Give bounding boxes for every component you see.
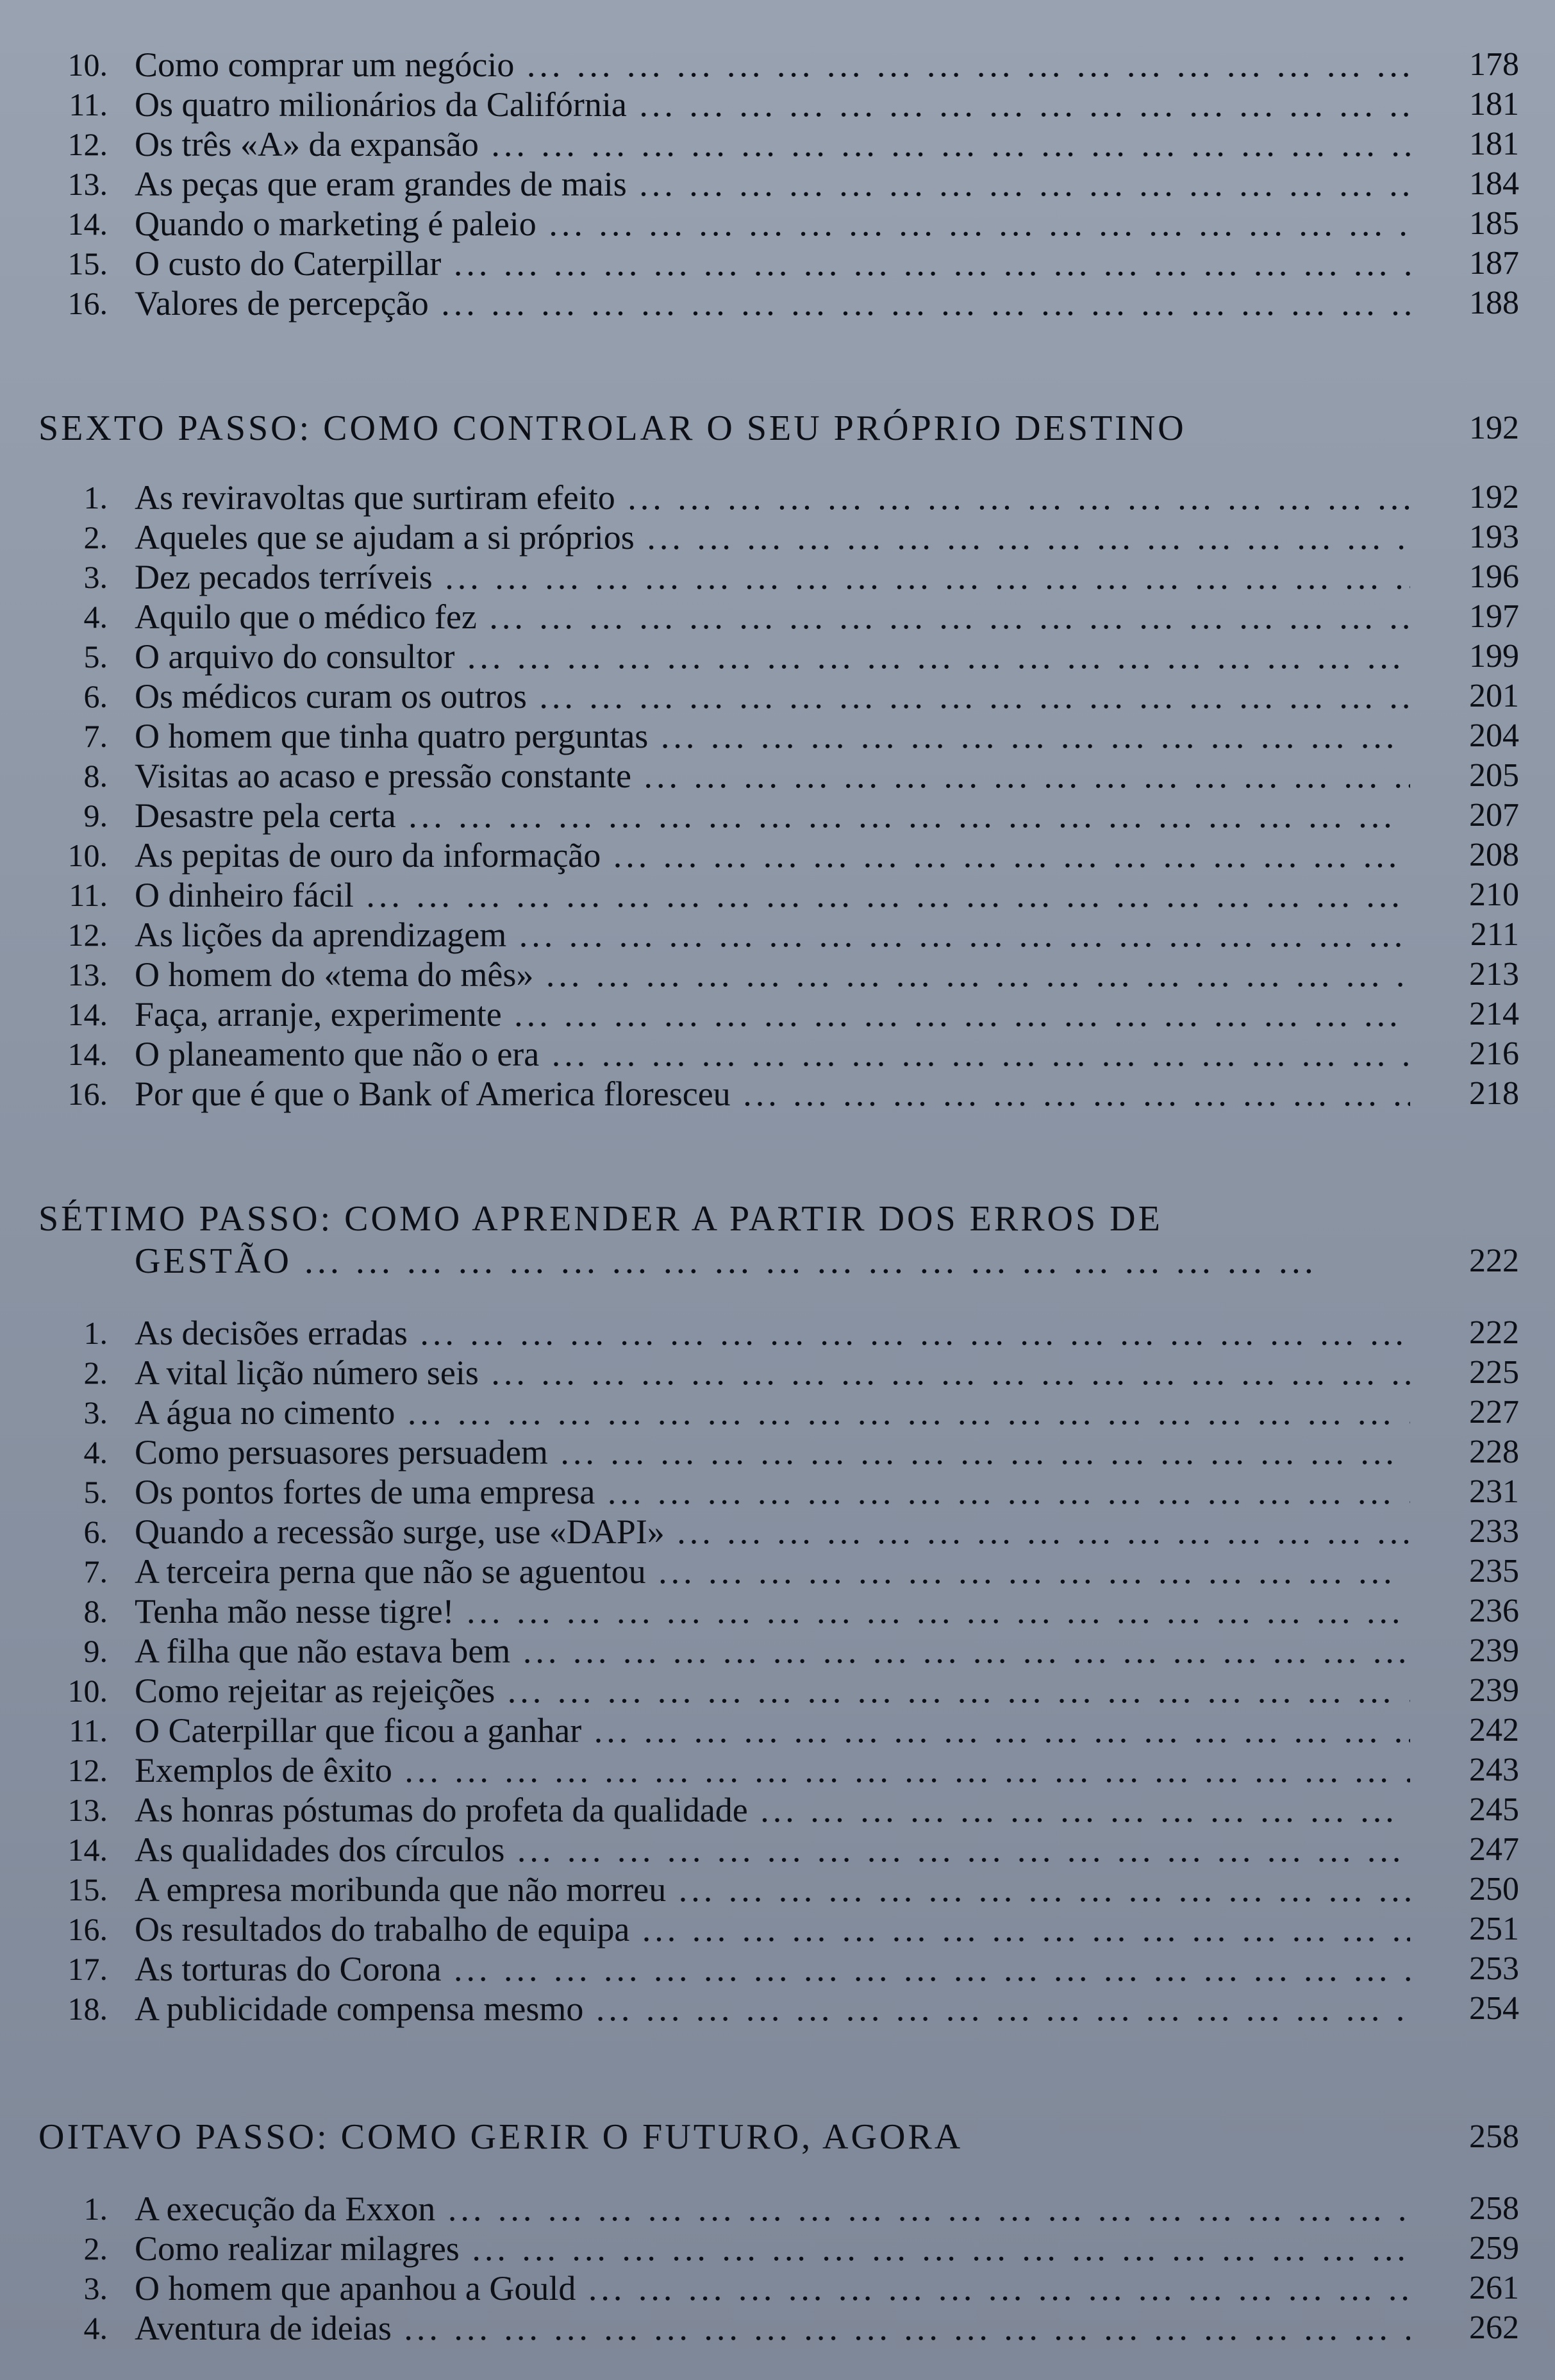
entry-page: 259 (1469, 2230, 1519, 2267)
toc-entry (38, 637, 1519, 676)
entry-title: As honras póstumas do profeta da qualidade ... . (135, 1790, 1410, 1830)
toc-entry (38, 994, 1519, 1034)
entry-number: 7. (83, 1554, 108, 1589)
entry-page: 231 (1469, 1473, 1519, 1510)
entry-number: 9. (83, 1633, 108, 1669)
entry-number: 14. (67, 1036, 108, 1072)
entry-page: 228 (1469, 1434, 1519, 1470)
toc-entry (38, 915, 1519, 955)
entry-title: O planeamento que não o era ... . (135, 1034, 1410, 1074)
entry-page: 201 (1469, 678, 1519, 714)
entry-number: 12. (67, 917, 108, 953)
entry-page: 192 (1469, 479, 1519, 515)
entry-page: 247 (1469, 1831, 1519, 1868)
toc-entry (38, 955, 1519, 994)
entry-title: O custo do Caterpillar ... . (135, 244, 1410, 283)
entry-title: A empresa moribunda que não morreu ... . (135, 1870, 1410, 1909)
entry-number: 6. (83, 1514, 108, 1550)
toc-entry (38, 1512, 1519, 1552)
entry-page: 205 (1469, 757, 1519, 794)
entry-title: A vital lição número seis ... . (135, 1353, 1410, 1393)
toc-entry (38, 517, 1519, 557)
toc-entry (38, 2268, 1519, 2308)
entry-title: Exemplos de êxito ... . (135, 1750, 1410, 1790)
entry-page: 222 (1469, 1314, 1519, 1351)
entry-number: 1. (83, 1315, 108, 1351)
entry-page: 211 (1470, 916, 1519, 953)
entry-page: 254 (1469, 1990, 1519, 2027)
entry-title: Os quatro milionários da Califórnia ... . (135, 85, 1410, 124)
toc-entry (38, 1631, 1519, 1671)
entry-title: Como realizar milagres ... . (135, 2229, 1410, 2268)
entry-page: 208 (1469, 837, 1519, 873)
entry-title: Aqueles que se ajudam a si próprios ... . (135, 517, 1410, 557)
entry-title: Aquilo que o médico fez ... . (135, 597, 1410, 637)
entry-number: 15. (67, 246, 108, 281)
entry-title: Os pontos fortes de uma empresa ... . (135, 1472, 1410, 1512)
entry-page: 261 (1469, 2270, 1519, 2306)
entry-title: Valores de percepção ... . (135, 283, 1410, 323)
entry-page: 196 (1469, 558, 1519, 595)
toc-entry (38, 1313, 1519, 1353)
toc-entry (38, 1750, 1519, 1790)
section-heading (38, 2116, 1519, 2158)
toc-entry (38, 2229, 1519, 2268)
entry-number: 2. (83, 2231, 108, 2267)
entry-title: A terceira perna que não se aguentou ... . (135, 1552, 1410, 1591)
entry-page: 239 (1469, 1632, 1519, 1669)
entry-number: 5. (83, 639, 108, 675)
entry-page: 258 (1469, 2190, 1519, 2227)
entry-number: 3. (83, 1395, 108, 1430)
section-title: SÉTIMO PASSO: COMO APRENDER A PARTIR DOS ERROS DE (38, 1199, 1163, 1239)
toc-entry (38, 1591, 1519, 1631)
toc-entry (38, 85, 1519, 124)
section-page: 222 (1469, 1243, 1519, 1279)
toc-entry (38, 875, 1519, 915)
entry-title: A publicidade compensa mesmo ... . (135, 1989, 1410, 2029)
toc-entry (38, 1909, 1519, 1949)
entry-title: Como persuasores persuadem ... . (135, 1432, 1410, 1472)
entry-title: Visitas ao acaso e pressão constante ... . (135, 756, 1410, 796)
entry-title: Por que é que o Bank of America floresceu ... . (135, 1074, 1410, 1114)
toc-entry (38, 676, 1519, 716)
toc-entry (38, 2189, 1519, 2229)
entry-number: 13. (67, 166, 108, 202)
toc-entry (38, 1552, 1519, 1591)
entry-title: Como rejeitar as rejeições ... . (135, 1671, 1410, 1711)
entry-title: As pepitas de ouro da informação ... . (135, 835, 1410, 875)
toc-entry (38, 1034, 1519, 1074)
entry-page: 253 (1469, 1950, 1519, 1987)
entry-number: 8. (83, 758, 108, 794)
entry-page: 262 (1469, 2309, 1519, 2346)
entry-title: Tenha mão nesse tigre! ... . (135, 1591, 1410, 1631)
entry-page: 181 (1469, 126, 1519, 162)
entry-page: 185 (1469, 205, 1519, 242)
toc-entry (38, 597, 1519, 637)
entry-title: Aventura de ideias ... . (135, 2308, 1410, 2348)
entry-title: As qualidades dos círculos ... . (135, 1830, 1410, 1870)
entry-title: O homem que apanhou a Gould ... . (135, 2268, 1410, 2308)
toc-entry (38, 45, 1519, 85)
entry-number: 13. (67, 957, 108, 993)
entry-page: 210 (1469, 876, 1519, 913)
entry-title: A água no cimento ... . (135, 1393, 1410, 1432)
toc-entry (38, 1393, 1519, 1432)
entry-number: 8. (83, 1593, 108, 1629)
entry-page: 227 (1469, 1394, 1519, 1430)
entry-title: As peças que eram grandes de mais ... . (135, 164, 1410, 204)
section-title: OITAVO PASSO: COMO GERIR O FUTURO, AGORA (38, 2117, 963, 2157)
entry-title: As decisões erradas ... . (135, 1313, 1410, 1353)
entry-page: 233 (1469, 1513, 1519, 1550)
entry-number: 2. (83, 1355, 108, 1391)
toc-entry (38, 2308, 1519, 2348)
entry-number: 11. (69, 877, 108, 913)
toc-entry (38, 1353, 1519, 1393)
section-heading (38, 407, 1519, 449)
toc-entry (38, 756, 1519, 796)
toc-entry (38, 557, 1519, 597)
entry-page: 199 (1469, 638, 1519, 675)
toc-entry (38, 1790, 1519, 1830)
entry-title: Os três «A» da expansão ... . (135, 124, 1410, 164)
entry-title: Os resultados do trabalho de equipa ... . (135, 1909, 1410, 1949)
entry-number: 16. (67, 1911, 108, 1947)
section-title-continuation: GESTÃO ... . (135, 1240, 1410, 1282)
toc-entry (38, 1949, 1519, 1989)
entry-number: 1. (83, 480, 108, 515)
toc-entry (38, 1432, 1519, 1472)
entry-title: A execução da Exxon ... . (135, 2189, 1410, 2229)
entry-title: Quando o marketing é paleio ... . (135, 204, 1410, 244)
toc-entry (38, 1711, 1519, 1750)
entry-page: 184 (1469, 165, 1519, 202)
entry-number: 4. (83, 1434, 108, 1470)
entry-title: Faça, arranje, experimente ... . (135, 994, 1410, 1034)
toc-entry (38, 204, 1519, 244)
entry-title: O homem que tinha quatro perguntas ... . (135, 716, 1410, 756)
entry-number: 12. (67, 126, 108, 162)
entry-number: 6. (83, 678, 108, 714)
entry-title: Quando a recessão surge, use «DAPI» ... . (135, 1512, 1410, 1552)
entry-page: 178 (1469, 46, 1519, 83)
entry-title: As reviravoltas que surtiram efeito ... . (135, 478, 1410, 517)
entry-page: 218 (1469, 1075, 1519, 1112)
section-title: SEXTO PASSO: COMO CONTROLAR O SEU PRÓPRIO DESTINO (38, 408, 1186, 448)
entry-page: 188 (1469, 285, 1519, 321)
entry-page: 245 (1469, 1791, 1519, 1828)
entry-number: 10. (67, 837, 108, 873)
entry-number: 16. (67, 1076, 108, 1112)
entry-number: 18. (67, 1991, 108, 2027)
entry-page: 250 (1469, 1871, 1519, 1907)
entry-number: 14. (67, 1832, 108, 1868)
entry-page: 214 (1469, 996, 1519, 1032)
entry-page: 243 (1469, 1752, 1519, 1788)
entry-number: 14. (67, 206, 108, 242)
entry-number: 3. (83, 2270, 108, 2306)
entry-number: 11. (69, 87, 108, 122)
entry-page: 236 (1469, 1593, 1519, 1629)
toc-entry (38, 835, 1519, 875)
entry-page: 242 (1469, 1712, 1519, 1748)
entry-number: 5. (83, 1474, 108, 1510)
entry-page: 207 (1469, 797, 1519, 834)
entry-title: A filha que não estava bem ... . (135, 1631, 1410, 1671)
entry-number: 14. (67, 996, 108, 1032)
entry-page: 204 (1469, 717, 1519, 754)
entry-number: 11. (69, 1713, 108, 1748)
entry-title: Dez pecados terríveis ... . (135, 557, 1410, 597)
entry-number: 1. (83, 2191, 108, 2227)
entry-title: O arquivo do consultor ... . (135, 637, 1410, 676)
entry-page: 235 (1469, 1553, 1519, 1589)
entry-title: O Caterpillar que ficou a ganhar ... . (135, 1711, 1410, 1750)
toc-entry (38, 716, 1519, 756)
toc-entry (38, 1989, 1519, 2029)
entry-number: 15. (67, 1872, 108, 1907)
toc-entry (38, 244, 1519, 283)
entry-page: 239 (1469, 1672, 1519, 1709)
entry-page: 251 (1469, 1911, 1519, 1947)
entry-title: Desastre pela certa ... . (135, 796, 1410, 835)
entry-number: 9. (83, 798, 108, 834)
entry-page: 216 (1469, 1035, 1519, 1072)
toc-entry (38, 478, 1519, 517)
entry-number: 4. (83, 2310, 108, 2346)
entry-number: 7. (83, 718, 108, 754)
entry-page: 197 (1469, 598, 1519, 635)
toc-entry (38, 796, 1519, 835)
entry-number: 2. (83, 519, 108, 555)
entry-title: O dinheiro fácil ... . (135, 875, 1410, 915)
entry-number: 10. (67, 47, 108, 83)
section-page: 192 (1469, 410, 1519, 446)
toc-entry (38, 1472, 1519, 1512)
entry-number: 3. (83, 559, 108, 595)
entry-title: Os médicos curam os outros ... . (135, 676, 1410, 716)
section-heading (38, 1198, 1519, 1282)
entry-number: 4. (83, 599, 108, 635)
entry-page: 225 (1469, 1354, 1519, 1391)
entry-title: Como comprar um negócio ... . (135, 45, 1410, 85)
toc-entry (38, 1870, 1519, 1909)
entry-number: 17. (67, 1951, 108, 1987)
entry-title: O homem do «tema do mês» ... . (135, 955, 1410, 994)
entry-number: 12. (67, 1752, 108, 1788)
entry-page: 181 (1469, 86, 1519, 122)
entry-number: 13. (67, 1792, 108, 1828)
entry-title: As torturas do Corona ... . (135, 1949, 1410, 1989)
entry-number: 16. (67, 285, 108, 321)
toc-entry (38, 1074, 1519, 1114)
entry-page: 187 (1469, 245, 1519, 281)
toc-entry (38, 164, 1519, 204)
entry-number: 10. (67, 1673, 108, 1709)
toc-entry (38, 124, 1519, 164)
entry-page: 213 (1469, 956, 1519, 993)
toc-entry (38, 1830, 1519, 1870)
entry-page: 193 (1469, 519, 1519, 555)
toc-entry (38, 1671, 1519, 1711)
entry-title: As lições da aprendizagem ... . (135, 915, 1410, 955)
toc-entry (38, 283, 1519, 323)
section-page: 258 (1469, 2118, 1519, 2155)
